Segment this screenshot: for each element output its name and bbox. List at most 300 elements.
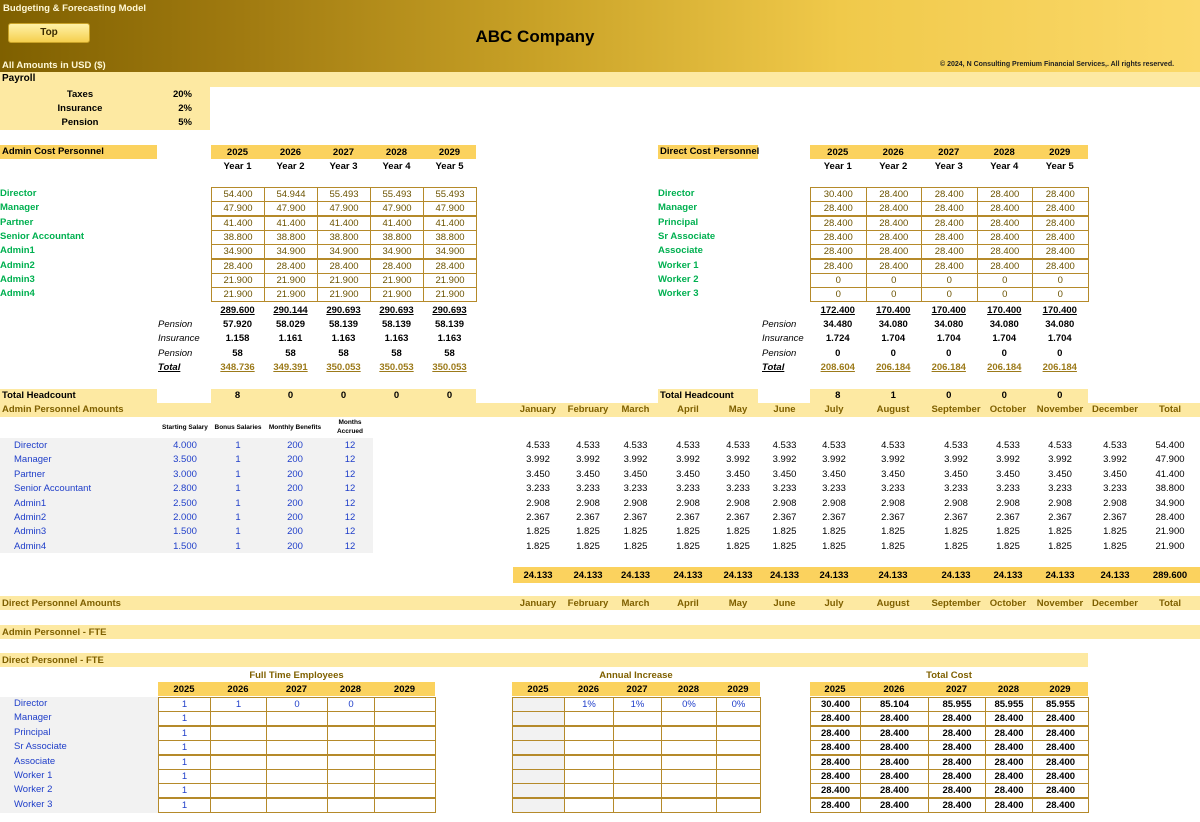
admin-person-info: 12 xyxy=(344,512,356,523)
monthly-value: 3.992 xyxy=(822,454,846,466)
cost-cell: 28.400 xyxy=(1032,783,1089,798)
monthly-value: 2.908 xyxy=(1103,497,1127,509)
fte-cell[interactable] xyxy=(327,783,375,798)
fte-cell[interactable] xyxy=(327,769,375,784)
monthly-value: 4.533 xyxy=(526,440,550,451)
fte-cell[interactable] xyxy=(266,740,328,755)
cost-cell: 28.400 xyxy=(985,783,1033,798)
extra-value: 0 xyxy=(1057,347,1063,359)
fte-cell[interactable] xyxy=(374,697,436,712)
fte-cell[interactable]: 1 xyxy=(158,697,211,712)
fte-cell[interactable]: 1 xyxy=(158,726,211,741)
fte-cell[interactable] xyxy=(210,711,267,726)
fte-cell[interactable] xyxy=(210,798,267,813)
monthly-value: 1.825 xyxy=(576,526,600,538)
annual-cell[interactable] xyxy=(564,783,614,798)
annual-cell[interactable] xyxy=(661,783,717,798)
admin-person-info: 12 xyxy=(344,540,356,552)
annual-cell[interactable] xyxy=(613,769,662,784)
annual-cell[interactable] xyxy=(661,798,717,813)
monthly-value: 3.233 xyxy=(526,483,550,495)
cost-cell: 28.400 xyxy=(985,740,1033,755)
salary-cell: 0 xyxy=(810,273,867,288)
month-header: July xyxy=(824,404,844,415)
annual-cell[interactable] xyxy=(564,726,614,741)
annual-cell[interactable] xyxy=(512,726,565,741)
fte-cell[interactable]: 1 xyxy=(158,711,211,726)
annual-cell[interactable] xyxy=(716,798,761,813)
salary-cell: 47.900 xyxy=(211,201,265,216)
payroll-band xyxy=(0,72,1200,87)
monthly-total: 24.133 xyxy=(1045,570,1075,581)
fte-cell[interactable] xyxy=(327,711,375,726)
extra-value: 1.163 xyxy=(384,333,409,345)
admin-person-info: 12 xyxy=(344,497,356,509)
cost-cell: 28.400 xyxy=(1032,798,1089,813)
monthly-value: 1.825 xyxy=(822,526,846,538)
fte-cell[interactable] xyxy=(210,755,267,770)
subtotal-cell: 170.400 xyxy=(1042,305,1077,316)
fte-cell[interactable] xyxy=(374,755,436,770)
fte-cell[interactable] xyxy=(374,783,436,798)
salary-cell: 38.800 xyxy=(211,230,265,245)
extra-value: 34.480 xyxy=(823,319,853,330)
annual-cell[interactable]: 0% xyxy=(661,697,717,712)
amount-column-header: Months Accrued xyxy=(336,419,363,435)
month-header: July xyxy=(824,598,844,609)
top-button[interactable]: Top xyxy=(8,23,90,43)
payroll-title: Payroll xyxy=(2,73,36,84)
cost-cell: 30.400 xyxy=(810,697,861,712)
extra-value: 1.161 xyxy=(278,333,303,345)
monthly-value: 1.825 xyxy=(526,540,550,552)
extra-value: 0 xyxy=(946,347,952,359)
subtotal-cell: 290.693 xyxy=(326,305,361,316)
monthly-value: 3.992 xyxy=(996,454,1020,466)
monthly-value: 4.533 xyxy=(1048,440,1072,451)
direct-fte-title: Direct Personnel - FTE xyxy=(2,655,104,666)
monthly-value: 3.233 xyxy=(623,483,648,495)
extra-value: 1.704 xyxy=(936,333,961,345)
fte-cell[interactable]: 0 xyxy=(327,697,375,712)
fte-cell[interactable] xyxy=(327,726,375,741)
fte-cell[interactable] xyxy=(210,726,267,741)
annual-cell[interactable] xyxy=(716,755,761,770)
salary-cell: 28.400 xyxy=(810,259,867,274)
month-header: Total xyxy=(1159,598,1181,609)
amount-column-header: Starting Salary xyxy=(162,424,208,431)
monthly-value: 3.450 xyxy=(822,468,846,480)
salary-cell: 0 xyxy=(810,287,867,302)
annual-cell[interactable] xyxy=(716,769,761,784)
payroll-rate-label: Taxes xyxy=(66,89,94,100)
salary-cell: 28.400 xyxy=(977,230,1034,245)
subtotal-cell: 170.400 xyxy=(876,305,911,316)
fte-cell[interactable]: 1 xyxy=(210,697,267,712)
salary-cell: 28.400 xyxy=(810,216,867,231)
annual-cell[interactable] xyxy=(661,711,717,726)
year-header: 2026 xyxy=(882,147,904,158)
cost-year-header: 2025 xyxy=(824,684,846,695)
personnel-name: Admin2 xyxy=(0,259,35,271)
annual-year-header: 2025 xyxy=(527,684,549,695)
extra-value: 0 xyxy=(1001,347,1007,359)
admin-person-info: 200 xyxy=(287,468,303,480)
monthly-total: 24.133 xyxy=(769,570,800,581)
annual-cell[interactable] xyxy=(512,769,565,784)
fte-cell[interactable] xyxy=(266,769,328,784)
extra-value: 34.080 xyxy=(1045,319,1075,330)
direct-fte-band xyxy=(0,653,1088,667)
month-header: April xyxy=(677,404,699,415)
monthly-value: 2.367 xyxy=(726,512,750,523)
annual-cell[interactable] xyxy=(613,726,662,741)
salary-cell: 55.493 xyxy=(423,187,477,202)
monthly-value: 4.533 xyxy=(726,440,750,451)
personnel-name: Manager xyxy=(0,202,40,214)
extra-label: Insurance xyxy=(762,333,804,345)
monthly-value: 1.825 xyxy=(881,526,905,538)
monthly-total: 24.133 xyxy=(723,570,753,581)
monthly-value: 2.908 xyxy=(676,497,700,509)
salary-cell: 28.400 xyxy=(370,259,424,274)
fte-cell[interactable] xyxy=(327,755,375,770)
monthly-value: 2.908 xyxy=(726,497,750,509)
annual-cell[interactable] xyxy=(512,740,565,755)
annual-cell[interactable] xyxy=(512,755,565,770)
cost-cell: 28.400 xyxy=(985,769,1033,784)
monthly-value: 1.825 xyxy=(996,526,1020,538)
annual-cell[interactable] xyxy=(564,769,614,784)
fte-cell[interactable] xyxy=(266,711,328,726)
annual-cell[interactable] xyxy=(564,711,614,726)
admin-person-info: 1 xyxy=(235,483,241,495)
salary-cell: 54.400 xyxy=(211,187,265,202)
fte-cell[interactable] xyxy=(266,726,328,741)
cost-cell: 28.400 xyxy=(1032,726,1089,741)
fte-cell[interactable]: 1 xyxy=(158,769,211,784)
monthly-value: 2.367 xyxy=(996,512,1020,523)
salary-cell: 28.400 xyxy=(423,259,477,274)
admin-fte-title: Admin Personnel - FTE xyxy=(2,627,107,638)
cost-cell: 85.955 xyxy=(985,697,1033,712)
salary-cell: 0 xyxy=(921,287,978,302)
payroll-rate-value: 5% xyxy=(178,117,192,128)
monthly-value: 1.825 xyxy=(944,526,968,538)
cost-cell: 28.400 xyxy=(1032,740,1089,755)
salary-cell: 28.400 xyxy=(810,230,867,245)
extra-value: 1.704 xyxy=(1047,333,1072,345)
fte-cell[interactable] xyxy=(374,711,436,726)
salary-cell: 28.400 xyxy=(921,201,978,216)
fte-cell[interactable]: 1 xyxy=(158,783,211,798)
monthly-value: 4.533 xyxy=(623,440,648,451)
salary-cell: 0 xyxy=(1032,273,1089,288)
headcount-value: 0 xyxy=(340,390,347,401)
total-value: 206.184 xyxy=(876,362,911,373)
salary-cell: 41.400 xyxy=(423,216,477,231)
headcount-value: 8 xyxy=(234,390,241,401)
cost-cell: 28.400 xyxy=(810,783,861,798)
section-title: Direct Cost Personnel xyxy=(660,146,760,157)
monthly-value: 1.825 xyxy=(1048,540,1072,552)
monthly-value: 1.825 xyxy=(676,540,700,552)
salary-cell: 34.900 xyxy=(211,244,265,259)
annual-cell[interactable] xyxy=(564,755,614,770)
fte-cell[interactable] xyxy=(266,798,328,813)
cost-cell: 28.400 xyxy=(810,798,861,813)
monthly-value: 2.367 xyxy=(676,512,700,523)
annual-cell[interactable] xyxy=(613,740,662,755)
copyright-text: © 2024, N Consulting Premium Financial Services,. All rights reserved. xyxy=(940,61,1175,68)
cost-group-title: Total Cost xyxy=(926,670,972,681)
extra-label: Pension xyxy=(158,319,193,330)
payroll-rate-label: Pension xyxy=(61,117,99,128)
month-header: September xyxy=(931,404,981,415)
salary-cell: 47.900 xyxy=(317,201,371,216)
fte-cell[interactable]: 1 xyxy=(158,740,211,755)
monthly-value: 3.450 xyxy=(726,468,750,480)
fte-cell[interactable] xyxy=(266,755,328,770)
admin-person-info: 12 xyxy=(344,468,356,480)
fte-cell[interactable] xyxy=(210,740,267,755)
salary-cell: 28.400 xyxy=(866,187,923,202)
year-label: Year 3 xyxy=(934,161,963,172)
annual-cell[interactable] xyxy=(512,798,565,813)
monthly-value: 2.908 xyxy=(944,497,968,509)
fte-year-header: 2027 xyxy=(285,684,308,695)
subtotal-cell: 170.400 xyxy=(987,305,1022,316)
salary-cell: 47.900 xyxy=(370,201,424,216)
cost-cell: 28.400 xyxy=(860,740,929,755)
monthly-total: 24.133 xyxy=(673,570,703,581)
fte-cell[interactable] xyxy=(374,769,436,784)
admin-person-info: 3.000 xyxy=(173,468,197,480)
fte-cell[interactable] xyxy=(210,783,267,798)
fte-cell[interactable] xyxy=(210,769,267,784)
fte-cell[interactable] xyxy=(266,783,328,798)
fte-cell[interactable] xyxy=(327,798,375,813)
annual-cell[interactable] xyxy=(661,769,717,784)
monthly-value: 3.450 xyxy=(623,468,648,480)
admin-person-info: 200 xyxy=(287,526,303,538)
admin-person-info: 2.800 xyxy=(173,483,197,495)
annual-cell[interactable] xyxy=(512,711,565,726)
annual-cell[interactable] xyxy=(613,755,662,770)
annual-cell[interactable] xyxy=(512,697,565,712)
monthly-value: 3.233 xyxy=(1048,483,1072,495)
annual-cell[interactable] xyxy=(613,783,662,798)
month-header: October xyxy=(989,598,1027,609)
headcount-value: 0 xyxy=(446,390,453,401)
annual-group-title: Annual Increase xyxy=(599,670,673,681)
annual-cell[interactable]: 1% xyxy=(613,697,662,712)
monthly-value: 2.908 xyxy=(822,497,846,509)
total-value: 350.053 xyxy=(432,362,467,373)
headcount-value: 1 xyxy=(890,390,896,401)
monthly-value: 2.367 xyxy=(576,512,600,523)
month-header: January xyxy=(519,598,557,609)
extra-value: 58 xyxy=(338,347,349,359)
fte-year-header: 2029 xyxy=(393,684,416,695)
annual-cell[interactable] xyxy=(564,798,614,813)
monthly-total: 24.133 xyxy=(878,570,908,581)
total-label: Total xyxy=(762,362,785,373)
monthly-value: 1.825 xyxy=(726,540,750,552)
monthly-value: 3.992 xyxy=(526,454,550,466)
salary-cell: 41.400 xyxy=(317,216,371,231)
admin-person-info: 200 xyxy=(287,540,303,552)
admin-person-name: Manager xyxy=(14,454,52,466)
annual-cell[interactable] xyxy=(716,711,761,726)
month-header: November xyxy=(1036,598,1084,609)
extra-value: 1.163 xyxy=(331,333,356,345)
monthly-value: 3.233 xyxy=(996,483,1020,495)
salary-cell: 54.944 xyxy=(264,187,318,202)
annual-cell[interactable] xyxy=(661,726,717,741)
monthly-total: 24.133 xyxy=(1100,570,1130,581)
month-header: December xyxy=(1092,404,1138,415)
monthly-value: 1.825 xyxy=(944,540,968,552)
subtotal-cell: 290.693 xyxy=(432,305,467,316)
salary-cell: 28.400 xyxy=(977,216,1034,231)
salary-cell: 38.800 xyxy=(264,230,318,245)
company-name: ABC Company xyxy=(475,27,595,46)
fte-person-name: Worker 2 xyxy=(14,784,53,796)
salary-cell: 38.800 xyxy=(423,230,477,245)
fte-cell[interactable]: 1 xyxy=(158,798,211,813)
section-title: Admin Cost Personnel xyxy=(2,146,104,157)
extra-value: 58 xyxy=(232,347,243,359)
headcount-value: 0 xyxy=(1057,390,1063,401)
monthly-value: 1.825 xyxy=(1103,540,1127,552)
cost-cell: 28.400 xyxy=(860,711,929,726)
year-header: 2027 xyxy=(938,147,960,158)
annual-cell[interactable] xyxy=(661,740,717,755)
cost-cell: 28.400 xyxy=(985,755,1033,770)
monthly-value: 1.825 xyxy=(1048,526,1072,538)
admin-person-info: 3.500 xyxy=(173,454,197,466)
monthly-value: 54.400 xyxy=(1155,440,1185,451)
admin-person-info: 1 xyxy=(235,512,241,523)
fte-person-name: Director xyxy=(14,698,48,709)
month-header: December xyxy=(1092,598,1138,609)
extra-label: Pension xyxy=(762,319,797,330)
salary-cell: 21.900 xyxy=(423,273,477,288)
salary-cell: 30.400 xyxy=(810,187,867,202)
currency-label: All Amounts in USD ($) xyxy=(2,60,106,71)
amount-column-header: Monthly Benefits xyxy=(268,424,322,431)
year-label: Year 2 xyxy=(879,161,908,172)
salary-cell: 47.900 xyxy=(264,201,318,216)
admin-person-info: 2.000 xyxy=(173,512,197,523)
salary-cell: 21.900 xyxy=(264,287,318,302)
monthly-value: 2.908 xyxy=(772,497,797,509)
salary-cell: 41.400 xyxy=(370,216,424,231)
monthly-value: 1.825 xyxy=(526,526,550,538)
monthly-value: 1.825 xyxy=(996,540,1020,552)
salary-cell: 0 xyxy=(866,273,923,288)
annual-cell[interactable] xyxy=(613,798,662,813)
payroll-rate-label: Insurance xyxy=(57,103,103,114)
annual-cell[interactable]: 1% xyxy=(564,697,614,712)
salary-cell: 38.800 xyxy=(317,230,371,245)
salary-cell: 28.400 xyxy=(810,244,867,259)
fte-person-name: Worker 1 xyxy=(14,770,53,781)
annual-cell[interactable] xyxy=(661,755,717,770)
monthly-value: 21.900 xyxy=(1155,540,1185,552)
salary-cell: 28.400 xyxy=(866,244,923,259)
cost-cell: 28.400 xyxy=(810,726,861,741)
monthly-value: 2.367 xyxy=(1103,512,1127,523)
cost-cell: 28.400 xyxy=(860,783,929,798)
annual-cell[interactable] xyxy=(716,726,761,741)
annual-cell[interactable] xyxy=(613,711,662,726)
salary-cell: 34.900 xyxy=(423,244,477,259)
year-label: Year 5 xyxy=(435,161,464,172)
salary-cell: 28.400 xyxy=(211,259,265,274)
monthly-value: 3.992 xyxy=(1103,454,1127,466)
cost-cell: 28.400 xyxy=(810,755,861,770)
month-header: November xyxy=(1036,404,1084,415)
salary-cell: 28.400 xyxy=(866,259,923,274)
cost-cell: 28.400 xyxy=(860,769,929,784)
extra-value: 1.163 xyxy=(437,333,462,345)
cost-year-header: 2029 xyxy=(1049,684,1071,695)
fte-cell[interactable] xyxy=(374,740,436,755)
monthly-value: 3.992 xyxy=(944,454,968,466)
salary-cell: 28.400 xyxy=(1032,187,1089,202)
fte-cell[interactable]: 1 xyxy=(158,755,211,770)
monthly-value: 2.367 xyxy=(944,512,968,523)
annual-cell[interactable] xyxy=(716,783,761,798)
admin-person-info: 1.500 xyxy=(173,540,197,552)
personnel-name: Admin3 xyxy=(0,273,35,285)
total-value: 208.604 xyxy=(820,362,855,373)
year-label: Year 1 xyxy=(823,161,852,172)
fte-cell[interactable] xyxy=(327,740,375,755)
admin-person-name: Admin2 xyxy=(14,512,47,523)
cost-cell: 28.400 xyxy=(928,769,986,784)
cost-cell: 28.400 xyxy=(1032,769,1089,784)
fte-cell[interactable]: 0 xyxy=(266,697,328,712)
fte-group-title: Full Time Employees xyxy=(249,670,344,681)
annual-cell[interactable] xyxy=(564,740,614,755)
monthly-value: 28.400 xyxy=(1155,512,1185,523)
annual-cell[interactable] xyxy=(512,783,565,798)
salary-cell: 34.900 xyxy=(264,244,318,259)
monthly-value: 3.450 xyxy=(772,468,797,480)
month-header: June xyxy=(773,404,796,415)
admin-person-info: 1 xyxy=(235,497,241,509)
fte-cell[interactable] xyxy=(374,726,436,741)
fte-cell[interactable] xyxy=(374,798,436,813)
annual-cell[interactable]: 0% xyxy=(716,697,761,712)
annual-cell[interactable] xyxy=(716,740,761,755)
cost-year-header: 2027 xyxy=(945,684,968,695)
headcount-value: 0 xyxy=(1001,390,1007,401)
month-header: October xyxy=(989,404,1027,415)
direct-amounts-title: Direct Personnel Amounts xyxy=(2,598,121,609)
monthly-value: 2.367 xyxy=(623,512,648,523)
personnel-name: Worker 3 xyxy=(658,288,699,300)
annual-year-header: 2027 xyxy=(626,684,648,695)
subtotal-cell: 172.400 xyxy=(820,305,855,316)
salary-cell: 21.900 xyxy=(370,287,424,302)
monthly-value: 3.450 xyxy=(944,468,968,480)
subtotal-cell: 290.144 xyxy=(273,305,308,316)
month-header: June xyxy=(773,598,796,609)
